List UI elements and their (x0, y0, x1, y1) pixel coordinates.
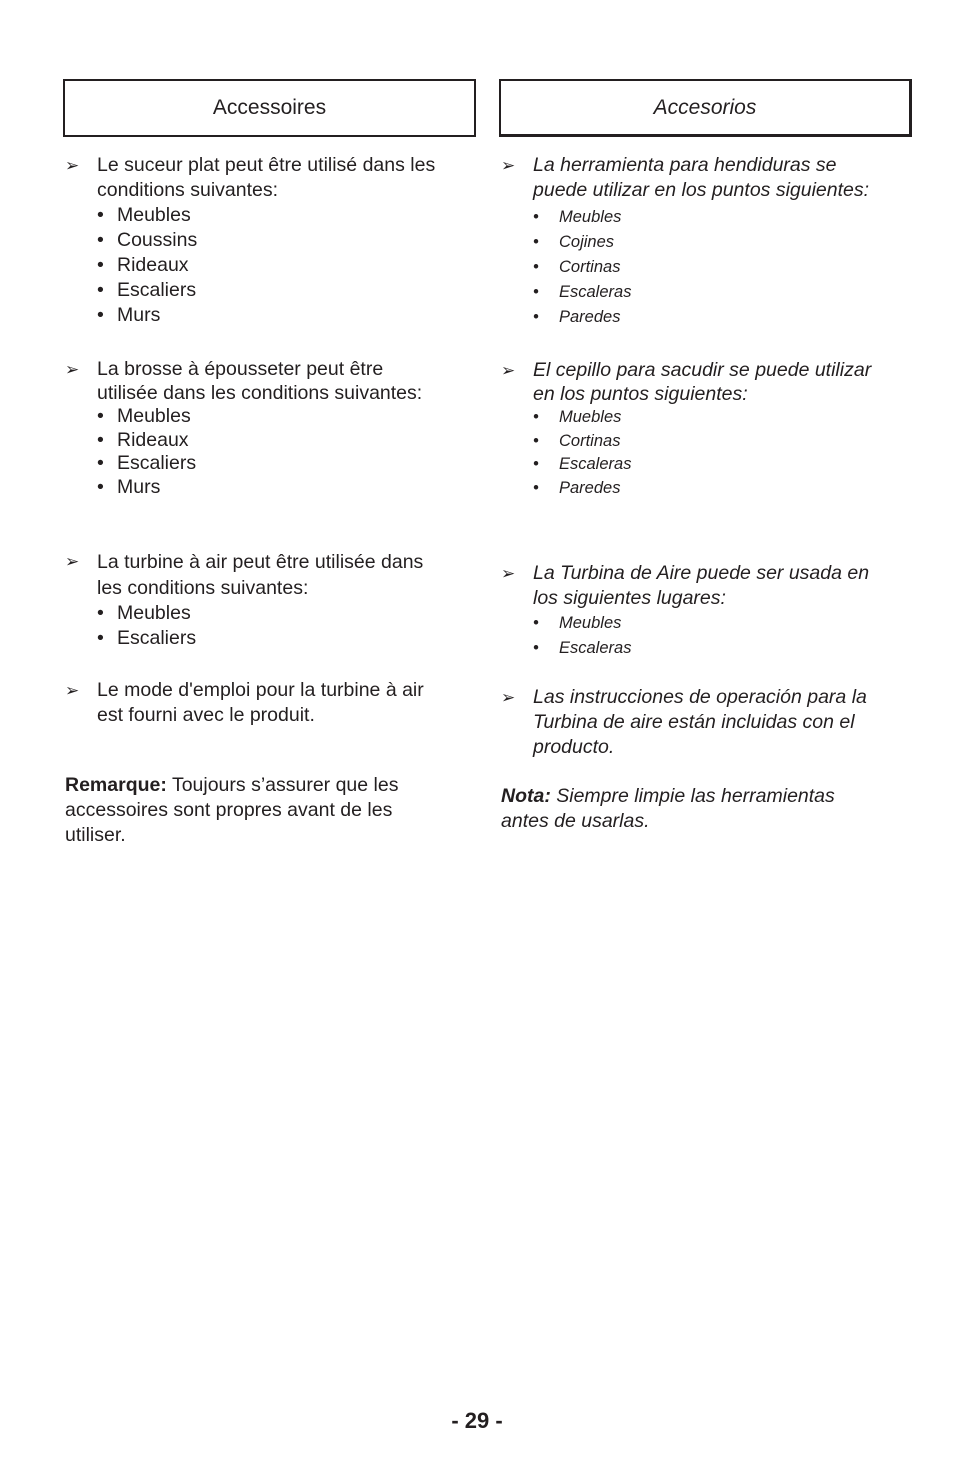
arrow-icon: ➢ (501, 156, 516, 175)
bullet-icon: • (533, 455, 539, 473)
arrow-icon: ➢ (501, 688, 516, 707)
list-item: • Meubles (533, 205, 912, 230)
note-label: Nota: (501, 785, 551, 807)
french-section-instructions (63, 678, 476, 728)
bullet-icon: • (97, 304, 104, 326)
bullet-list (533, 205, 912, 330)
french-header: Accessoires (212, 96, 327, 119)
list-item: • Murs (97, 475, 161, 498)
french-section-air-turbine (63, 549, 476, 651)
bullet-icon: • (97, 229, 104, 251)
list-item: • Escaleras (533, 453, 912, 477)
arrow-icon: ➢ (501, 564, 516, 583)
bullet-icon: • (533, 258, 539, 276)
french-header-box (63, 79, 476, 137)
bullet-icon: • (97, 279, 104, 301)
section-text: La Turbina de Aire puede ser usada en los siguientes lugares: (533, 562, 870, 609)
bullet-icon: • (533, 614, 539, 632)
bullet-icon: • (533, 233, 539, 251)
bullet-icon: • (533, 639, 539, 657)
bullet-icon: • (533, 308, 539, 326)
spanish-column (499, 79, 912, 834)
list-item: • Coussins (97, 229, 198, 251)
spanish-section-instructions (499, 685, 912, 760)
french-section-dusting-brush (63, 357, 476, 499)
section-text: La turbine à air peut être utilisée dans les conditions suivantes: (97, 551, 424, 599)
spanish-section-crevice-tool (499, 153, 912, 330)
spanish-note: Nota: Siempre limpie las herramientas antes de usarlas. (501, 785, 835, 832)
list-item: • Muebles (533, 406, 912, 430)
bullet-icon: • (97, 602, 104, 624)
arrow-icon: ➢ (65, 552, 80, 571)
list-item: • Meubles (97, 602, 191, 624)
bullet-list (97, 601, 476, 651)
section-text: La herramienta para hendiduras se puede utilizar en los puntos siguientes: (533, 154, 870, 201)
arrow-icon: ➢ (65, 681, 80, 700)
section-text: Las instrucciones de operación para la Turbina de aire están incluidas con el producto. (533, 686, 867, 758)
list-item: • Meubles (97, 405, 191, 427)
bullet-icon: • (97, 405, 104, 427)
bullet-icon: • (533, 408, 539, 426)
bullet-list (97, 203, 476, 328)
bullet-list (533, 406, 912, 500)
list-item: • Meubles (97, 204, 191, 226)
list-item: • Meubles (533, 611, 912, 636)
list-item: • Escaleras (533, 280, 912, 305)
bullet-icon: • (533, 431, 539, 450)
arrow-icon: ➢ (501, 361, 516, 380)
list-item: • Cojines (533, 230, 912, 255)
list-item: • Escaleras (533, 636, 912, 661)
bullet-icon: • (533, 208, 539, 226)
french-column (63, 79, 476, 848)
note-label: Remarque: (65, 774, 167, 796)
bullet-icon: • (97, 428, 104, 451)
list-item: • Murs (97, 304, 161, 326)
list-item: • Escaliers (97, 627, 197, 649)
bullet-icon: • (97, 452, 104, 474)
list-item: • Rideaux (97, 428, 189, 451)
arrow-icon: ➢ (65, 156, 80, 175)
spanish-section-dusting-brush (499, 358, 912, 500)
list-item: • Paredes (533, 305, 912, 330)
spanish-header: Accesorios (653, 95, 757, 119)
bullet-icon: • (97, 204, 104, 226)
list-item: • Escaliers (97, 279, 197, 301)
arrow-icon: ➢ (65, 360, 80, 379)
bullet-list (97, 405, 476, 499)
french-section-flat-nozzle (63, 153, 476, 328)
section-text: Le mode d'emploi pour la turbine à air est fourni avec le produit. (97, 679, 424, 726)
bullet-icon: • (97, 475, 104, 498)
spanish-header-box (499, 79, 912, 137)
page-number: - 29 - (451, 1408, 503, 1433)
bullet-icon: • (533, 283, 539, 301)
list-item: • Cortinas (533, 430, 912, 454)
section-text: Le suceur plat peut être utilisé dans les conditions suivantes: (97, 154, 436, 201)
french-note: Remarque: Toujours s’assurer que les accessoires sont propres avant de les utiliser. (65, 774, 399, 846)
bullet-icon: • (533, 478, 539, 497)
list-item: • Rideaux (97, 254, 189, 276)
section-text: El cepillo para sacudir se puede utilizar en los puntos siguientes: (533, 359, 872, 405)
bullet-icon: • (97, 627, 104, 649)
bullet-list (533, 611, 912, 661)
spanish-section-air-turbine (499, 561, 912, 661)
section-text: La brosse à épousseter peut être utilisée dans les conditions suivantes: (97, 358, 423, 404)
list-item: • Paredes (533, 477, 912, 501)
list-item: • Escaliers (97, 452, 197, 474)
list-item: • Cortinas (533, 255, 912, 280)
bullet-icon: • (97, 254, 104, 276)
